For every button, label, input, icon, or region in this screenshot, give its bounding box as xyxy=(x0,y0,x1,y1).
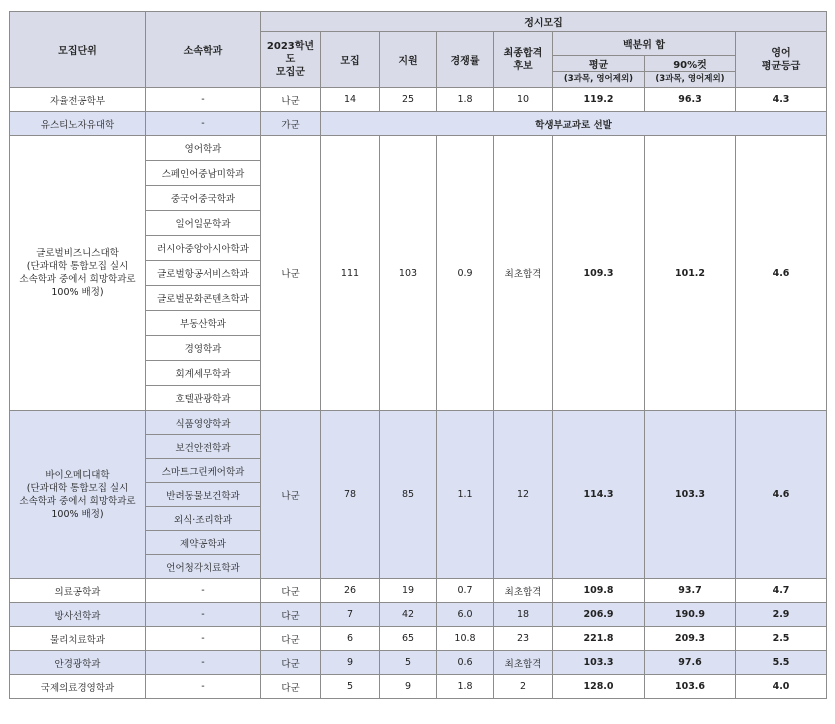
dept-cell: 회계세무학과 xyxy=(146,361,261,386)
rate-cell: 6.0 xyxy=(437,603,494,627)
dept-cell: 외식·조리학과 xyxy=(146,507,261,531)
table-row xyxy=(10,88,827,112)
rate-cell: 1.1 xyxy=(437,411,494,579)
unit-cell: 글로벌비즈니스대학 (단과대학 통합모집 실시 소속학과 중에서 희망학과로 100% 배정) xyxy=(10,136,146,411)
applicants-cell: 19 xyxy=(380,579,437,603)
group-cell: 나군 xyxy=(261,88,321,112)
dept-cell: 보건안전학과 xyxy=(146,435,261,459)
cut-cell: 93.7 xyxy=(645,579,736,603)
dept-cell: - xyxy=(146,603,261,627)
eng-cell: 4.7 xyxy=(736,579,827,603)
final-cell: 23 xyxy=(494,627,553,651)
cut-cell: 103.3 xyxy=(645,411,736,579)
group-cell: 다군 xyxy=(261,579,321,603)
cut-cell: 190.9 xyxy=(645,603,736,627)
dept-cell: 식품영양학과 xyxy=(146,411,261,435)
final-cell: 2 xyxy=(494,675,553,699)
header-final: 최종합격 후보 xyxy=(494,32,553,88)
dept-cell: - xyxy=(146,88,261,112)
final-cell: 18 xyxy=(494,603,553,627)
header-unit: 모집단위 xyxy=(10,12,146,88)
group-cell: 다군 xyxy=(261,603,321,627)
dept-cell: 러시아중앙아시아학과 xyxy=(146,236,261,261)
header-cut: 90%컷 xyxy=(645,56,736,72)
group-cell: 가군 xyxy=(261,112,321,136)
group-cell: 나군 xyxy=(261,136,321,411)
applicants-cell: 42 xyxy=(380,603,437,627)
final-cell: 최초합격 xyxy=(494,651,553,675)
dept-cell: 글로벌문화콘텐츠학과 xyxy=(146,286,261,311)
quota-cell: 78 xyxy=(321,411,380,579)
header-rate: 경쟁률 xyxy=(437,32,494,88)
table-row xyxy=(10,627,827,651)
dept-cell: - xyxy=(146,651,261,675)
unit-cell: 자율전공학부 xyxy=(10,88,146,112)
dept-cell: 부동산학과 xyxy=(146,311,261,336)
unit-cell: 방사선학과 xyxy=(10,603,146,627)
quota-cell: 6 xyxy=(321,627,380,651)
rate-cell: 0.6 xyxy=(437,651,494,675)
rate-cell: 1.8 xyxy=(437,88,494,112)
avg-cell: 109.8 xyxy=(553,579,645,603)
admission-results-table xyxy=(9,11,827,699)
quota-cell: 5 xyxy=(321,675,380,699)
dept-cell: - xyxy=(146,627,261,651)
header-dept: 소속학과 xyxy=(146,12,261,88)
avg-cell: 119.2 xyxy=(553,88,645,112)
rate-cell: 1.8 xyxy=(437,675,494,699)
dept-cell: 호텔관광학과 xyxy=(146,386,261,411)
avg-cell: 128.0 xyxy=(553,675,645,699)
dept-cell: - xyxy=(146,579,261,603)
quota-cell: 7 xyxy=(321,603,380,627)
unit-cell: 안경광학과 xyxy=(10,651,146,675)
header-group: 2023학년도 모집군 xyxy=(261,32,321,88)
header-applicants: 지원 xyxy=(380,32,437,88)
applicants-cell: 25 xyxy=(380,88,437,112)
table-row xyxy=(10,579,827,603)
eng-cell: 4.0 xyxy=(736,675,827,699)
avg-cell: 109.3 xyxy=(553,136,645,411)
rate-cell: 0.9 xyxy=(437,136,494,411)
header-eng: 영어 평균등급 xyxy=(736,32,827,88)
applicants-cell: 85 xyxy=(380,411,437,579)
unit-cell: 유스티노자유대학 xyxy=(10,112,146,136)
unit-cell: 의료공학과 xyxy=(10,579,146,603)
final-cell: 최초합격 xyxy=(494,136,553,411)
avg-cell: 114.3 xyxy=(553,411,645,579)
dept-cell: - xyxy=(146,112,261,136)
note-cell: 학생부교과로 선발 xyxy=(321,112,827,136)
header-cut-sub: (3과목, 영어제외) xyxy=(645,72,736,88)
group-cell: 다군 xyxy=(261,675,321,699)
header-percentile: 백분위 합 xyxy=(553,32,736,56)
dept-cell: 글로벌항공서비스학과 xyxy=(146,261,261,286)
dept-cell: 영어학과 xyxy=(146,136,261,161)
dept-cell: 반려동물보건학과 xyxy=(146,483,261,507)
dept-cell: 스페인어중남미학과 xyxy=(146,161,261,186)
cut-cell: 97.6 xyxy=(645,651,736,675)
dept-cell: 제약공학과 xyxy=(146,531,261,555)
table-row xyxy=(10,651,827,675)
dept-cell: 중국어중국학과 xyxy=(146,186,261,211)
table-row xyxy=(10,136,827,161)
group-cell: 다군 xyxy=(261,627,321,651)
applicants-cell: 9 xyxy=(380,675,437,699)
table-row xyxy=(10,675,827,699)
rate-cell: 10.8 xyxy=(437,627,494,651)
quota-cell: 9 xyxy=(321,651,380,675)
dept-cell: 스마트그린케어학과 xyxy=(146,459,261,483)
group-cell: 다군 xyxy=(261,651,321,675)
eng-cell: 2.5 xyxy=(736,627,827,651)
cut-cell: 209.3 xyxy=(645,627,736,651)
rate-cell: 0.7 xyxy=(437,579,494,603)
quota-cell: 26 xyxy=(321,579,380,603)
cut-cell: 101.2 xyxy=(645,136,736,411)
unit-cell: 물리치료학과 xyxy=(10,627,146,651)
table-row xyxy=(10,603,827,627)
unit-cell: 국제의료경영학과 xyxy=(10,675,146,699)
quota-cell: 111 xyxy=(321,136,380,411)
cut-cell: 96.3 xyxy=(645,88,736,112)
dept-cell: - xyxy=(146,675,261,699)
eng-cell: 4.3 xyxy=(736,88,827,112)
cut-cell: 103.6 xyxy=(645,675,736,699)
final-cell: 최초합격 xyxy=(494,579,553,603)
group-cell: 나군 xyxy=(261,411,321,579)
dept-cell: 일어일문학과 xyxy=(146,211,261,236)
table-row xyxy=(10,411,827,435)
applicants-cell: 5 xyxy=(380,651,437,675)
quota-cell: 14 xyxy=(321,88,380,112)
avg-cell: 206.9 xyxy=(553,603,645,627)
applicants-cell: 103 xyxy=(380,136,437,411)
eng-cell: 4.6 xyxy=(736,136,827,411)
eng-cell: 5.5 xyxy=(736,651,827,675)
header-quota: 모집 xyxy=(321,32,380,88)
header-avg-sub: (3과목, 영어제외) xyxy=(553,72,645,88)
table-row xyxy=(10,112,827,136)
dept-cell: 언어청각치료학과 xyxy=(146,555,261,579)
final-cell: 12 xyxy=(494,411,553,579)
eng-cell: 4.6 xyxy=(736,411,827,579)
applicants-cell: 65 xyxy=(380,627,437,651)
unit-cell: 바이오메디대학 (단과대학 통합모집 실시 소속학과 중에서 희망학과로 100% 배정) xyxy=(10,411,146,579)
header-avg: 평균 xyxy=(553,56,645,72)
header-regular: 정시모집 xyxy=(261,12,827,32)
final-cell: 10 xyxy=(494,88,553,112)
avg-cell: 221.8 xyxy=(553,627,645,651)
eng-cell: 2.9 xyxy=(736,603,827,627)
dept-cell: 경영학과 xyxy=(146,336,261,361)
avg-cell: 103.3 xyxy=(553,651,645,675)
